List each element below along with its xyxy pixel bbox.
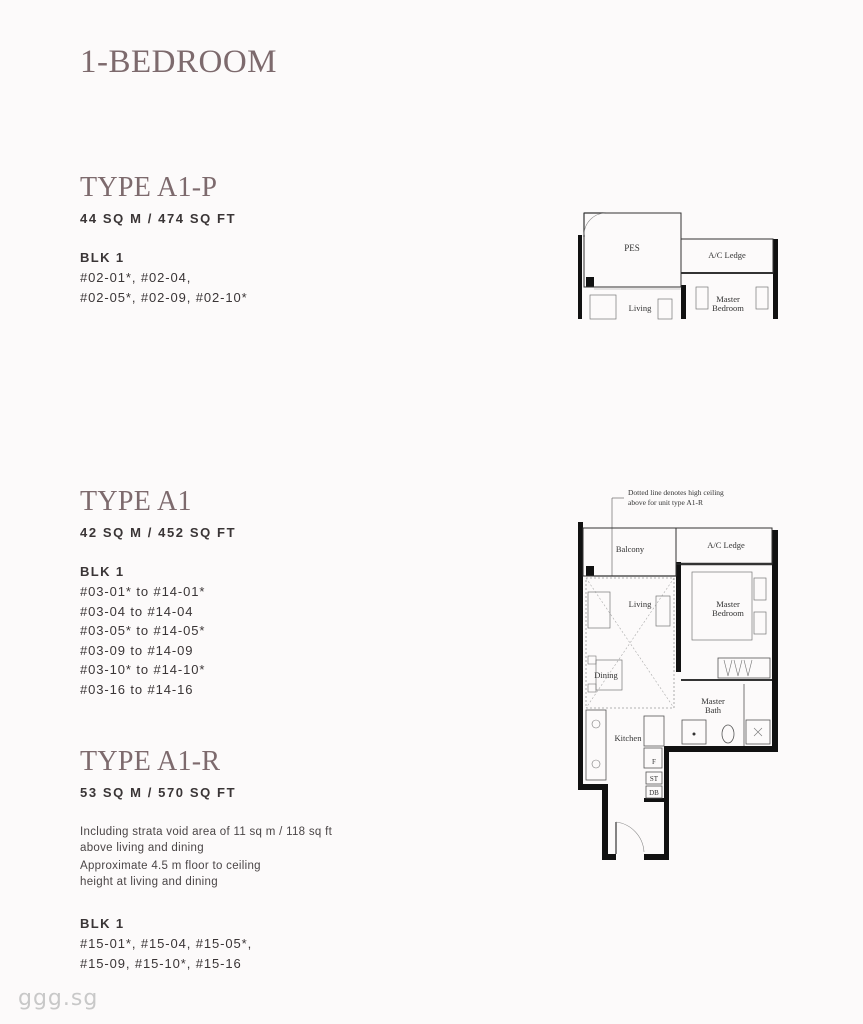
wall [644, 798, 669, 802]
door-swing [616, 822, 644, 852]
wall [773, 239, 778, 319]
unit-line: #03-01* to #14-01* [80, 584, 206, 599]
column [586, 277, 594, 287]
label-bedroom: Bedroom [712, 608, 744, 618]
side-table [756, 287, 768, 309]
wall [578, 522, 583, 790]
type-a1-unit-list [80, 582, 205, 699]
wall [681, 285, 686, 319]
side-table [754, 578, 766, 600]
basin [693, 733, 696, 736]
unit-line: #03-10* to #14-10* [80, 662, 206, 677]
wall [664, 746, 778, 752]
label-store: ST [649, 775, 659, 783]
wall [602, 784, 608, 860]
unit-line: #02-05*, #02-09, #02-10* [80, 289, 248, 305]
label-dining: Dining [594, 670, 618, 680]
type-a1-blk: BLK 1 [80, 564, 125, 579]
label-master: Master [716, 599, 740, 609]
label-dotted-note-line2: above for unit type A1-R [628, 498, 703, 507]
type-a1-title: TYPE A1 [80, 486, 192, 517]
wall [676, 562, 681, 672]
wall [578, 235, 582, 319]
wall [644, 854, 669, 860]
label-master: Master [716, 294, 740, 304]
label-fridge: F [652, 758, 656, 766]
side-table [696, 287, 708, 309]
unit-line: #03-09 to #14-09 [80, 642, 194, 658]
type-a1r-note-height [80, 858, 261, 890]
unit-line: #15-01*, #15-04, #15-05*, [80, 936, 253, 951]
hob [592, 760, 600, 768]
floor-plan-a1p [572, 205, 787, 323]
tv-console [656, 596, 670, 626]
label-living: Living [628, 599, 652, 609]
chair [588, 684, 596, 692]
note-line: height at living and dining [80, 876, 218, 888]
side-table [754, 612, 766, 634]
floor-plan-a1 [572, 484, 787, 864]
vanity [682, 720, 706, 744]
sofa [588, 592, 610, 628]
type-a1r-unit-list [80, 934, 252, 973]
label-dotted-note-line1: Dotted line denotes high ceiling [628, 488, 724, 497]
column [586, 566, 594, 576]
type-a1p-area: 44 SQ M / 474 SQ FT [80, 211, 237, 226]
watermark-text: ggg.sg [18, 986, 99, 1011]
wall [664, 746, 669, 860]
unit-line: #03-05* to #14-05* [80, 623, 206, 638]
label-living: Living [628, 303, 652, 313]
door-swing [584, 213, 606, 235]
label-balcony: Balcony [615, 544, 645, 554]
sink [592, 720, 600, 728]
shelf [644, 716, 664, 746]
label-master-bath-2: Bath [704, 705, 722, 715]
type-a1p-unit-list [80, 268, 248, 307]
shower-drain [754, 728, 762, 736]
toilet [722, 725, 734, 743]
kitchen-counter [586, 710, 606, 780]
door [584, 213, 606, 237]
unit-line: #02-01*, #02-04, [80, 270, 192, 285]
tv-console [658, 299, 672, 319]
type-a1r-title: TYPE A1-R [80, 746, 221, 777]
label-ac-ledge: A/C Ledge [707, 540, 745, 550]
label-db: DB [649, 789, 659, 797]
label-master-bath-1: Master [701, 696, 725, 706]
note-line: above living and dining [80, 842, 204, 854]
sofa [590, 295, 616, 319]
unit-line: #03-04 to #14-04 [80, 603, 194, 619]
page-title: 1-BEDROOM [80, 44, 278, 80]
unit-line: #15-09, #15-10*, #15-16 [80, 955, 242, 971]
label-ac-ledge: A/C Ledge [708, 250, 746, 260]
wall [772, 530, 778, 752]
note-line: Approximate 4.5 m floor to ceiling [80, 860, 261, 872]
label-bedroom: Bedroom [712, 303, 744, 313]
label-pes: PES [624, 243, 640, 253]
type-a1r-blk: BLK 1 [80, 916, 125, 931]
type-a1p-blk: BLK 1 [80, 250, 125, 265]
type-a1-area: 42 SQ M / 452 SQ FT [80, 525, 237, 540]
note-line: Including strata void area of 11 sq m / 118 sq ft [80, 826, 333, 838]
label-kitchen: Kitchen [614, 733, 642, 743]
wall [608, 854, 616, 860]
type-a1r-note-void [80, 824, 332, 856]
type-a1p-title: TYPE A1-P [80, 172, 218, 203]
wardrobe-hatch [724, 660, 752, 676]
type-a1r-area: 53 SQ M / 570 SQ FT [80, 785, 237, 800]
unit-line: #03-16 to #14-16 [80, 681, 194, 697]
chair [588, 656, 596, 664]
